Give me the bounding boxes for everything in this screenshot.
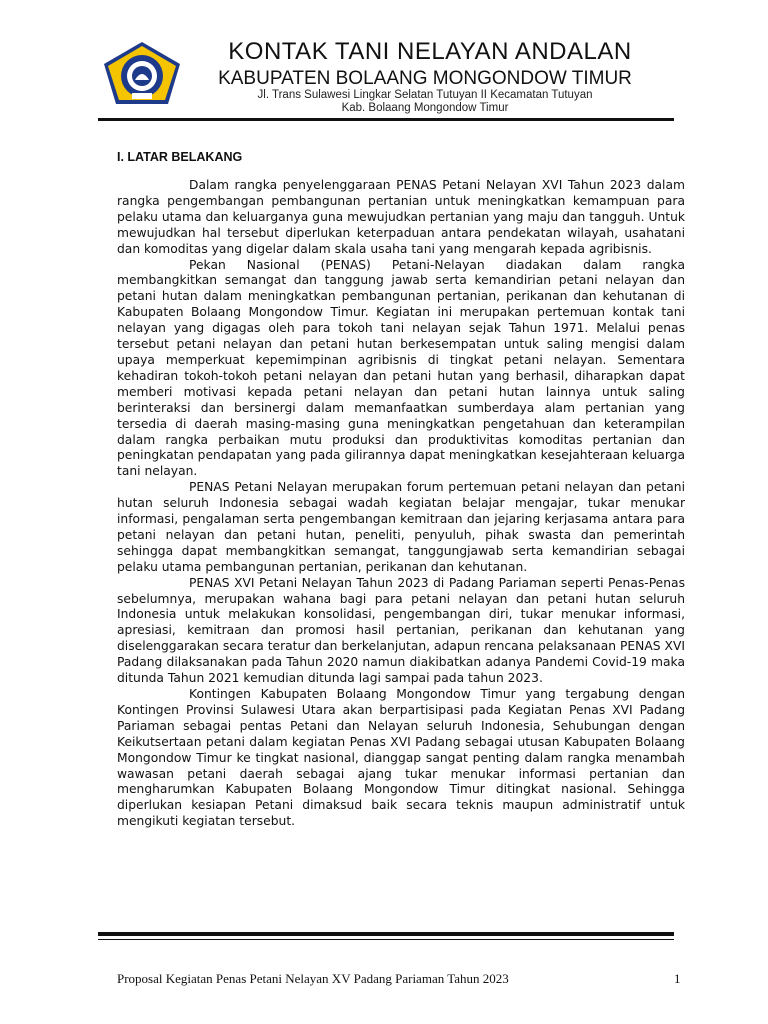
paragraph: Pekan Nasional (PENAS) Petani-Nelayan diadakan dalam rangka membangkitkan semangat dan tanggung jawab serta kemandirian petani nelayan dan petani hutan dalam meningkatkan pembangunan pertanian, perikanan dan kehutanan di Kabupaten Bolaang Mongondow Timur. Kegiatan ini merupakan pertemuan kontak tani nelayan yang digagas oleh para tokoh tani nelayan sejak Tahun 1971. Melalui penas tersebut petani nelayan dan petani hutan berkesempatan untuk saling mengisi dalam upaya memperkuat kepemimpinan agribisnis di tingkat petani nelayan. Sementara kehadiran tokoh-tokoh petani nelayan dan petani hutan yang berhasil, diharapkan dapat memberi motivasi kepada petani nelayan dan petani hutan lainnya untuk saling berinteraksi dan bersinergi dalam memanfaatkan sumberdaya alam pertanian yang tersedia di daerah masing-masing guna meningkatkan pengetahuan dan keterampilan dalam rangka perbaikan mutu produksi dan produktivitas komoditas pertanian dan peningkatan pendapatan yang pada gilirannya dapat meningkatkan kesejahteraan keluarga tani nelayan. — [117, 257, 685, 479]
header-divider — [98, 118, 674, 121]
paragraph: PENAS XVI Petani Nelayan Tahun 2023 di Padang Pariaman seperti Penas-Penas sebelumnya, merupakan wahana bagi para petani nelayan dan petani hutan seluruh Indonesia untuk melakukan konsolidasi, pengembangan diri, tukar menukar informasi, apresiasi, kemitraan dan promosi hasil pertanian, perikanan dan kehutanan yang diselenggarakan secara teratur dan berkelanjutan, adapun rencana pelaksanaan PENAS XVI Padang dilaksanakan pada Tahun 2020 namun diakibatkan adanya Pandemi Covid-19 maka ditunda Tahun 2021 kemudian ditunda lagi sampai pada tahun 2023. — [117, 575, 685, 686]
organization-name: KONTAK TANI NELAYAN ANDALAN — [228, 38, 632, 65]
organization-region: KABUPATEN BOLAANG MONGONDOW TIMUR — [218, 68, 632, 89]
address-line-2: Kab. Bolaang Mongondow Timur — [341, 102, 509, 114]
section-title: I. LATAR BELAKANG — [117, 150, 243, 164]
paragraph: PENAS Petani Nelayan merupakan forum pertemuan petani nelayan dan petani hutan seluruh Indonesia sebagai wadah kegiatan belajar mengajar, tukar menukar informasi, pengalaman serta pengembangan kemitraan dan jejaring kerjasama antara para petani nelayan dan petani hutan, peneliti, penyuluh, pihak swasta dan pemerintah sehingga dapat membangkitkan semangat, tanggungjawab serta kemandirian sebagai pelaku utama pembangunan pertanian, perikanan dan kehutanan. — [117, 480, 685, 574]
address-line-1: Jl. Trans Sulawesi Lingkar Selatan Tutuyan II Kecamatan Tutuyan — [257, 89, 593, 101]
footer-text: Proposal Kegiatan Penas Petani Nelayan XV Padang Pariaman Tahun 2023 — [117, 971, 509, 986]
ktna-seal-logo-icon — [102, 40, 182, 106]
paragraph: Kontingen Kabupaten Bolaang Mongondow Timur yang tergabung dengan Kontingen Provinsi Sulawesi Utara akan berpartisipasi pada Kegiatan Penas XVI Padang Pariaman sebagai pentas Petani dan Nelayan seluruh Indonesia, Sehubungan dengan Keikutsertaan petani dalam kegiatan Penas XVI Padang sebagai utusan Kabupaten Bolaang Mongondow Timur ke tingkat nasional, dianggap sangat penting dalam rangka menambah wawasan petani daerah sebagai ajang tukar menukar informasi pertanian dan mengharumkan Kabupaten Bolaang Mongondow Timur ditingkat nasional. Sehingga diperlukan kesiapan Petani dimaksud baik secara teknis maupun administratif untuk mengikuti kegiatan tersebut. — [117, 687, 685, 829]
footer-divider — [98, 932, 674, 936]
paragraph: Dalam rangka penyelenggaraan PENAS Petani Nelayan XVI Tahun 2023 dalam rangka pengembangan pembangunan pertanian untuk meningkatkan kemampuan para pelaku utama dan keluarganya guna mewujudkan pertanian yang maju dan tangguh. Untuk mewujudkan hal tersebut diperlukan keterpaduan antara pendekatan wilayah, usahatani dan komoditas yang digelar dalam skala usaha tani yang mengarah kepada agribisnis. — [117, 178, 685, 256]
page-number: 1 — [674, 971, 681, 986]
footer-divider-thin — [98, 939, 674, 940]
section-body — [117, 178, 685, 830]
